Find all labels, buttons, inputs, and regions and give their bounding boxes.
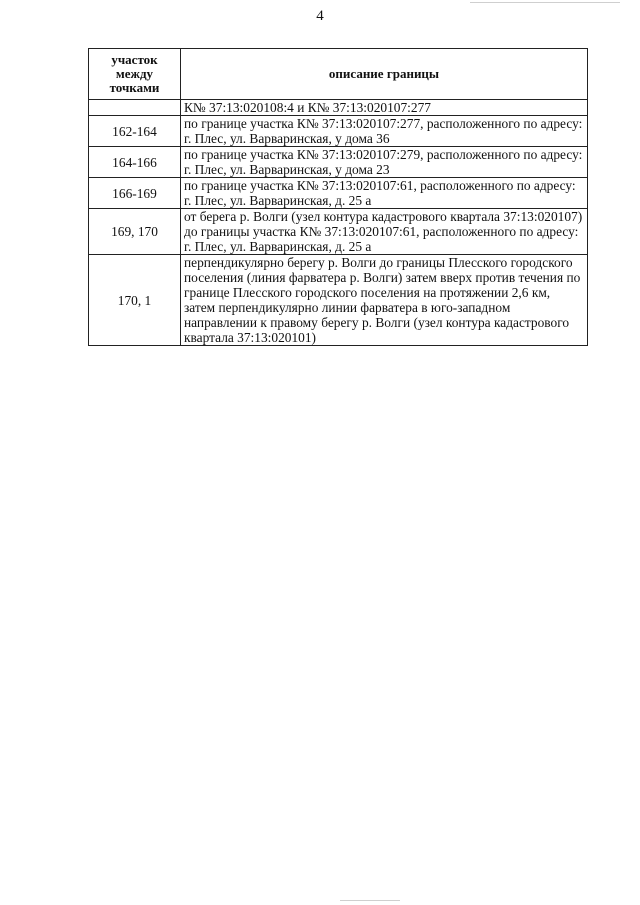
header-description: описание границы xyxy=(181,49,588,100)
description-cell: К№ 37:13:020108:4 и К№ 37:13:020107:277 xyxy=(181,100,588,116)
boundary-table xyxy=(88,48,588,346)
description-cell: перпендикулярно берегу р. Волги до границы Плесского городского поселения (линия фарватера р. Волги) затем вверх против течения по границе Плесского городского поселения на протяжении 2,6 км, затем перпендикулярно линии фарватера в юго-западном направлении к правому берегу р. Волги (узел контура кадастрового квартала 37:13:020101) xyxy=(181,255,588,346)
table-row xyxy=(89,116,588,147)
points-cell: 166-169 xyxy=(89,178,181,209)
header-points: участок между точками xyxy=(89,49,181,100)
scan-artifact-top xyxy=(470,2,620,3)
scan-artifact-bottom xyxy=(340,900,400,901)
table-row xyxy=(89,255,588,346)
description-cell: по границе участка К№ 37:13:020107:277, расположенного по адресу: г. Плес, ул. Варваринская, у дома 36 xyxy=(181,116,588,147)
points-cell: 169, 170 xyxy=(89,209,181,255)
description-cell: по границе участка К№ 37:13:020107:279, расположенного по адресу: г. Плес, ул. Варваринская, у дома 23 xyxy=(181,147,588,178)
description-cell: по границе участка К№ 37:13:020107:61, расположенного по адресу: г. Плес, ул. Варваринская, д. 25 а xyxy=(181,178,588,209)
table-header-row xyxy=(89,49,588,100)
description-cell: от берега р. Волги (узел контура кадастрового квартала 37:13:020107) до границы участка К№ 37:13:020107:61, расположенного по адресу: г. Плес, ул. Варваринская, д. 25 а xyxy=(181,209,588,255)
table-row xyxy=(89,209,588,255)
points-cell: 170, 1 xyxy=(89,255,181,346)
table-row xyxy=(89,147,588,178)
points-cell: 164-166 xyxy=(89,147,181,178)
table-row xyxy=(89,178,588,209)
points-cell: 162-164 xyxy=(89,116,181,147)
page-number: 4 xyxy=(316,8,324,24)
points-cell-empty xyxy=(89,100,181,116)
table-row-continuation xyxy=(89,100,588,116)
